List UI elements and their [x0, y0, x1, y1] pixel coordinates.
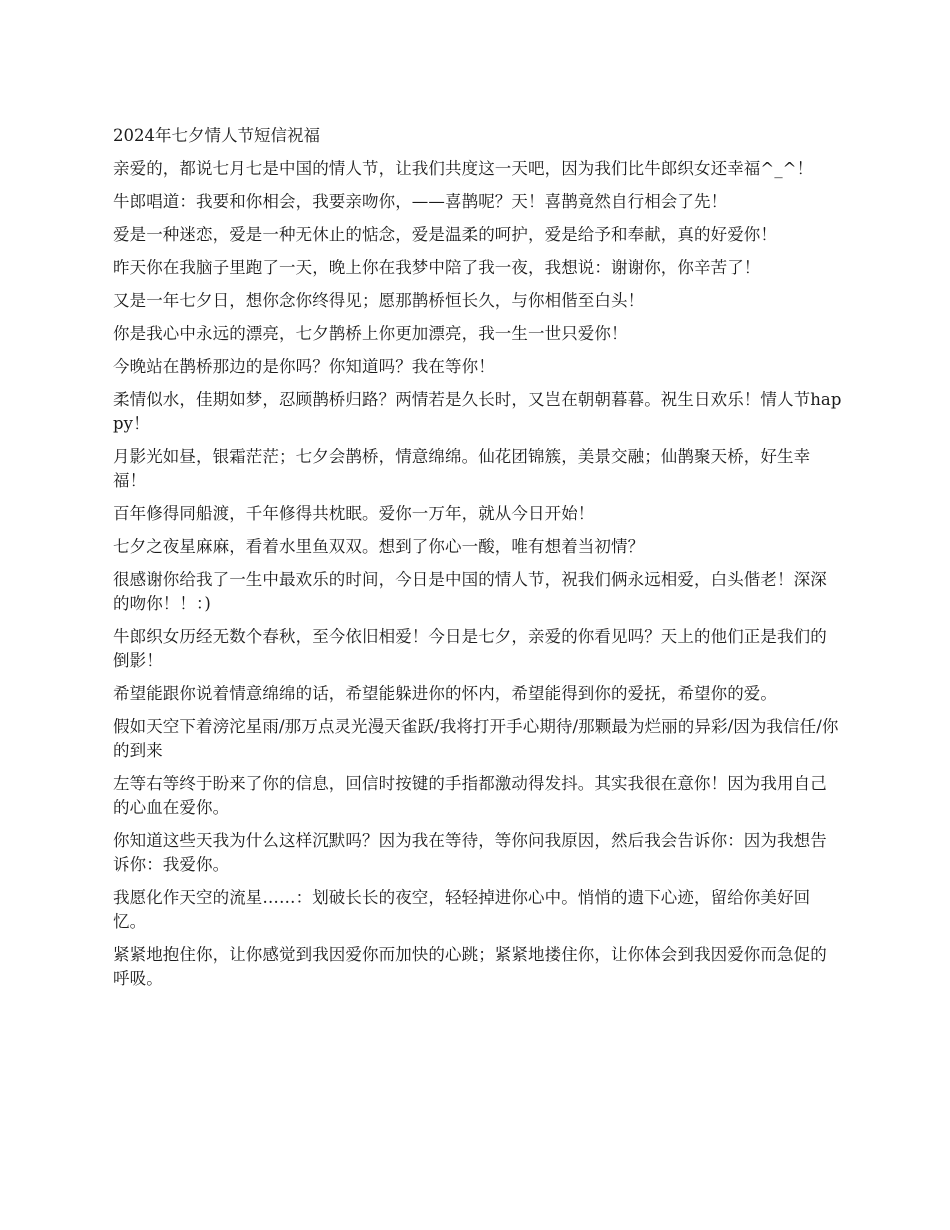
- paragraph: 希望能跟你说着情意绵绵的话，希望能躲进你的怀内，希望能得到你的爱抚，希望你的爱。: [113, 684, 777, 703]
- document-title: 2024年七夕情人节短信祝福: [113, 126, 320, 145]
- paragraph: 你是我心中永远的漂亮，七夕鹊桥上你更加漂亮，我一生一世只爱你！: [113, 324, 628, 343]
- paragraph: 左等右等终于盼来了你的信息，回信时按键的手指都激动得发抖。其实我很在意你！因为我用自己的心血在爱你。: [113, 774, 827, 817]
- paragraph: 又是一年七夕日，想你念你终得见；愿那鹊桥恒长久，与你相偕至白头！: [113, 291, 645, 310]
- paragraph: 今晚站在鹊桥那边的是你吗？你知道吗？我在等你！: [113, 357, 495, 376]
- paragraph: 百年修得同船渡，千年修得共枕眠。爱你一万年，就从今日开始！: [113, 504, 595, 523]
- paragraph: 月影光如昼，银霜茫茫；七夕会鹊桥，情意绵绵。仙花团锦簇，美景交融；仙鹊聚天桥，好生幸福！: [113, 447, 811, 490]
- paragraph: 很感谢你给我了一生中最欢乐的时间，今日是中国的情人节，祝我们俩永远相爱，白头偕老！深深的吻你！！：): [113, 570, 827, 613]
- document-page: [113, 124, 843, 1000]
- paragraph: 爱是一种迷恋，爱是一种无休止的惦念，爱是温柔的呵护，爱是给予和奉献，真的好爱你！: [113, 225, 777, 244]
- paragraph: 亲爱的，都说七月七是中国的情人节，让我们共度这一天吧，因为我们比牛郎织女还幸福^_^！: [113, 159, 814, 178]
- paragraph: 假如天空下着滂沱星雨/那万点灵光漫天雀跃/我将打开手心期待/那颗最为烂丽的异彩/因为我信任/你的到来: [113, 717, 839, 760]
- paragraph: 你知道这些天我为什么这样沉默吗？因为我在等待，等你问我原因，然后我会告诉你：因为我想告诉你：我爱你。: [113, 831, 827, 874]
- paragraph: 紧紧地抱住你，让你感觉到我因爱你而加快的心跳；紧紧地搂住你，让你体会到我因爱你而急促的呼吸。: [113, 945, 827, 988]
- paragraph: 我愿化作天空的流星……：划破长长的夜空，轻轻掉进你心中。悄悄的遗下心迹，留给你美好回忆。: [113, 888, 811, 931]
- paragraph: 昨天你在我脑子里跑了一天，晚上你在我梦中陪了我一夜，我想说：谢谢你，你辛苦了！: [113, 258, 761, 277]
- paragraph: 七夕之夜星麻麻，看着水里鱼双双。想到了你心一酸，唯有想着当初情？: [113, 537, 645, 556]
- paragraph: 柔情似水，佳期如梦，忍顾鹊桥归路？两情若是久长时，又岂在朝朝暮暮。祝生日欢乐！情人节happy！: [113, 390, 842, 433]
- paragraph: 牛郎唱道：我要和你相会，我要亲吻你，——喜鹊呢？天！喜鹊竟然自行相会了先！: [113, 192, 728, 211]
- paragraph: 牛郎织女历经无数个春秋，至今依旧相爱！今日是七夕，亲爱的你看见吗？天上的他们正是我们的倒影！: [113, 627, 827, 670]
